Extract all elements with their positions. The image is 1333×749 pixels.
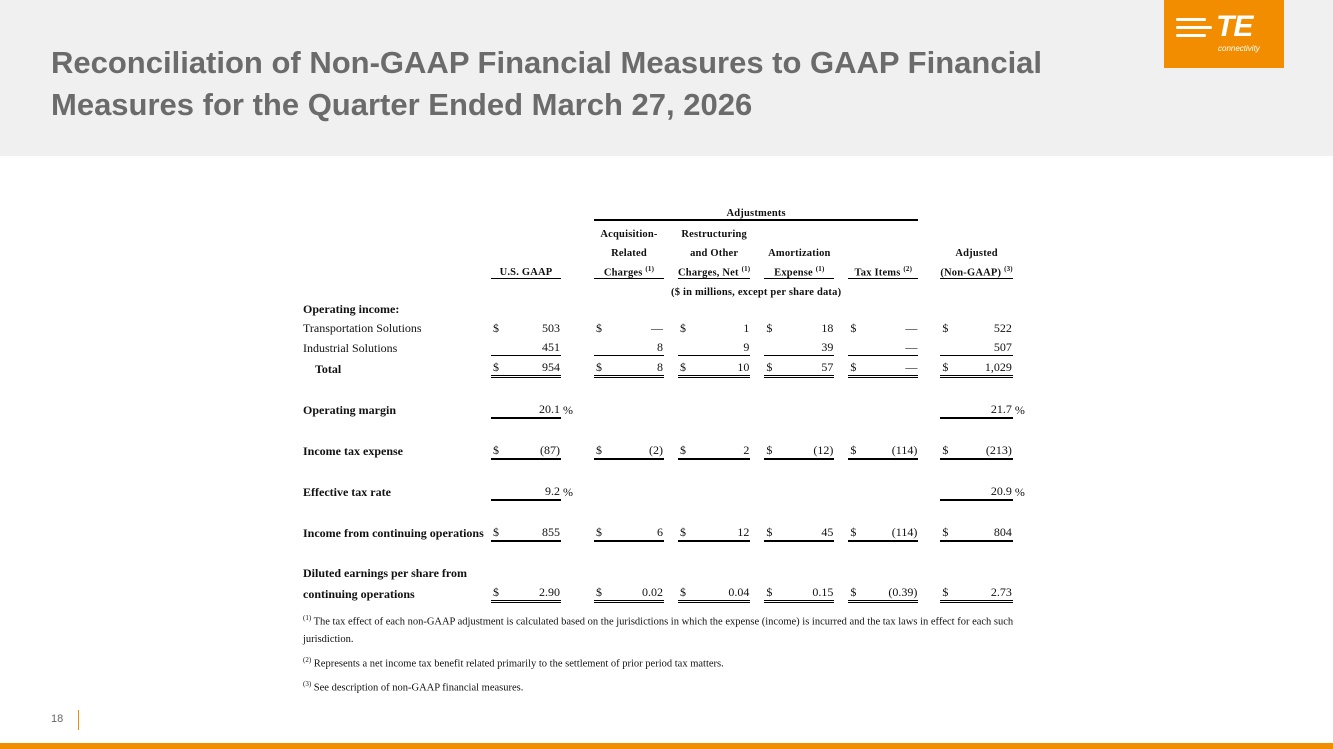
row-label: Income from continuing operations	[303, 526, 484, 540]
rest-header-l1: Restructuring	[681, 229, 747, 240]
header-row-3	[303, 240, 1025, 259]
adj-header-l2: (Non-GAAP) $^{(3)}$	[940, 259, 1013, 279]
acq-header-l1: Acquisition-	[600, 229, 658, 240]
units-row	[303, 279, 1025, 299]
tax-header: Tax Items $^{(2)}$	[848, 259, 918, 279]
table-row: Transportation Solutions $ 503 $ — $ 1 $ 18 $ — $ 522	[303, 317, 1025, 336]
header-row-adjustments	[303, 200, 1025, 220]
logo-subtext: connectivity	[1218, 44, 1260, 53]
amort-header-l1: Amortization	[768, 248, 831, 259]
table-row: Industrial Solutions 451 8 9 39 — 507	[303, 336, 1025, 356]
table-row-op-margin: Operating margin 20.1 % 21.7 %	[303, 398, 1025, 418]
footnote-2: $^{(2)}$ Represents a net income tax benefit related primarily to the settlement of prior period tax matters.	[303, 655, 724, 669]
table-row-total: Total $ 954 $ 8 $ 10 $ 57 $ — $ 1,029	[303, 356, 1025, 377]
row-label: Industrial Solutions	[303, 340, 398, 355]
acq-header-l3: Charges $^{(1)}$	[594, 259, 664, 279]
page-number-divider	[78, 710, 79, 730]
table-row-eff-rate: Effective tax rate 9.2 % 20.9 %	[303, 480, 1025, 500]
table-row-eps-label	[303, 562, 1025, 581]
table-row	[303, 298, 1025, 317]
table-row-cont-ops: Income from continuing operations $ 855 $ 6 $ 12 $ 45 $ (114) $ 804	[303, 521, 1025, 541]
op-income-label: Operating income:	[303, 302, 400, 316]
row-label: Income tax expense	[303, 444, 403, 458]
page-number: 18	[51, 713, 64, 725]
header-row-2	[303, 220, 1025, 240]
units-label: ($ in millions, except per share data)	[671, 287, 842, 298]
table-row-tax-expense: Income tax expense $ (87) $ (2) $ 2 $ (12) $ (114) $ (213)	[303, 439, 1025, 459]
row-label: continuing operations	[303, 586, 415, 601]
rest-header-l2: and Other	[690, 248, 739, 259]
row-label: Transportation Solutions	[303, 321, 422, 335]
page-title: Reconciliation of Non-GAAP Financial Measures to GAAP Financial Measures for the Quarter Ended March 27, 2026	[51, 45, 1043, 122]
te-logo	[1164, 0, 1284, 68]
gaap-header: U.S. GAAP	[491, 259, 561, 279]
acq-header-l2: Related	[611, 248, 647, 259]
amort-header-l2: Expense $^{(1)}$	[764, 259, 834, 279]
rest-header-l3: Charges, Net $^{(1)}$	[678, 259, 750, 279]
row-label: Total	[315, 361, 342, 376]
adjustments-header: Adjustments	[594, 200, 918, 220]
logo-text: TE	[1216, 10, 1253, 43]
row-label: Operating margin	[303, 403, 396, 417]
te-logo-icon	[1176, 18, 1212, 42]
footer-accent-bar	[0, 743, 1333, 749]
financial-table	[303, 200, 1025, 603]
footnote-3: $^{(3)}$ See description of non-GAAP financial measures.	[303, 680, 524, 694]
header-row-4	[303, 259, 1025, 279]
row-label: Effective tax rate	[303, 485, 391, 499]
table-row-eps: continuing operations $ 2.90 $ 0.02 $ 0.04 $ 0.15 $ (0.39) $ 2.73	[303, 581, 1025, 602]
adj-header-l1: Adjusted	[955, 248, 998, 259]
footnote-1: $^{(1)}$ The tax effect of each non-GAAP adjustment is calculated based on the jurisdictions in which the expense (income) is incurred and the tax laws in effect for each such jurisdiction.	[303, 614, 1014, 645]
row-label: Diluted earnings per share from	[303, 566, 467, 580]
footnotes	[303, 610, 1023, 697]
